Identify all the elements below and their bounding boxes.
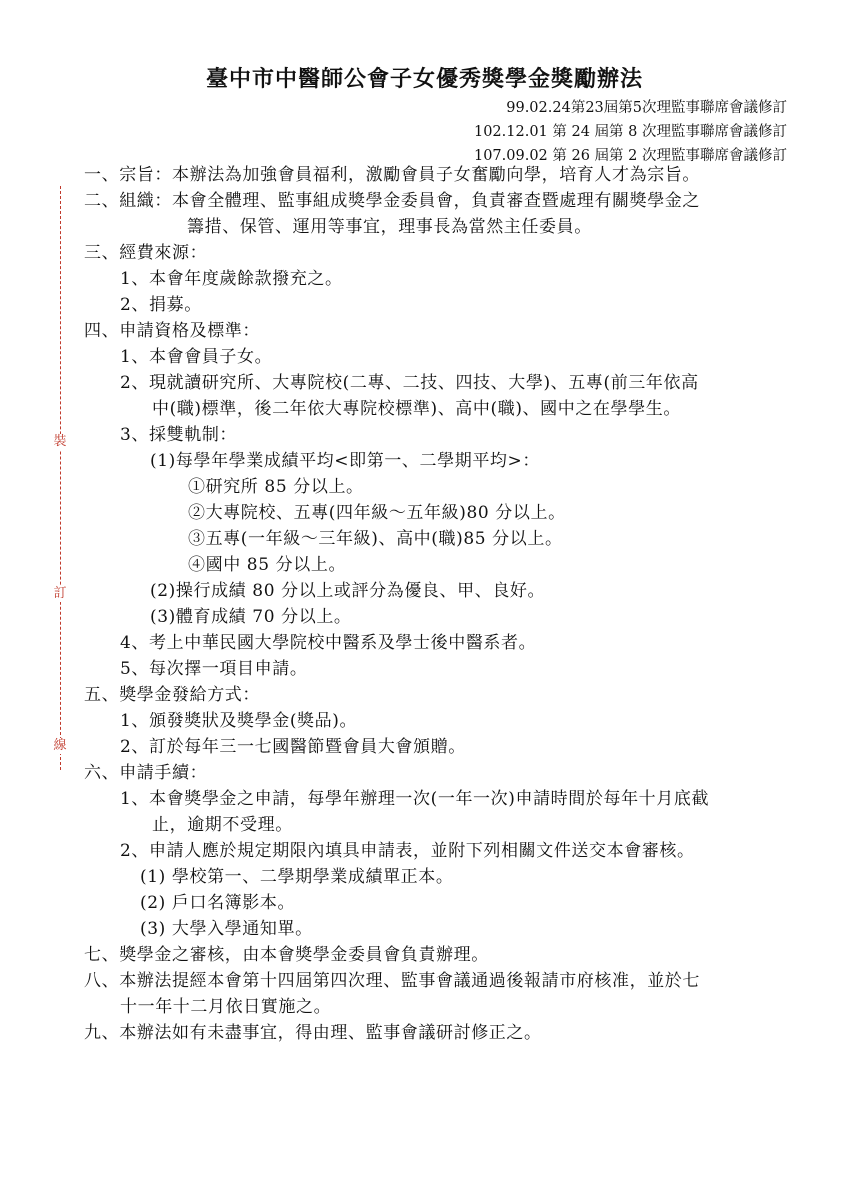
article-7: 七、獎學金之審核，由本會獎學金委員會負責辦理。: [84, 945, 489, 965]
sub-sub-item: ③五專(一年級～三年級)、高中(職)85 分以上。: [188, 529, 563, 549]
sub-item: (2) 戶口名簿影本。: [140, 893, 296, 913]
article-4: 四、申請資格及標準：: [84, 321, 260, 341]
list-item: 1、頒發獎狀及獎學金(獎品)。: [120, 711, 358, 731]
list-item: 2、申請人應於規定期限內填具申請表，並附下列相關文件送交本會審核。: [120, 841, 695, 861]
binding-line: [60, 186, 61, 770]
revision-note: 102.12.01 第 24 屆第 8 次理監事聯席會議修訂: [473, 124, 787, 140]
list-item-cont: 中(職)標準，後二年依大專院校標準)、高中(職)、國中之在學學生。: [152, 399, 681, 419]
list-item: 1、本會會員子女。: [120, 347, 273, 367]
list-item: 1、本會獎學金之申請，每學年辦理一次(一年一次)申請時間於每年十月底截: [120, 789, 710, 809]
binding-mark-ding: 訂: [53, 586, 67, 601]
sub-item: (3) 大學入學通知單。: [140, 919, 313, 939]
sub-sub-item: ①研究所 85 分以上。: [188, 477, 364, 497]
article-2-cont: 籌措、保管、運用等事宜，理事長為當然主任委員。: [187, 217, 592, 237]
article-5: 五、獎學金發給方式：: [84, 685, 260, 705]
list-item: 1、本會年度歲餘款撥充之。: [120, 269, 343, 289]
sub-sub-item: ②大專院校、五專(四年級～五年級)80 分以上。: [188, 503, 566, 523]
revision-note: 107.09.02 第 26 屆第 2 次理監事聯席會議修訂: [473, 148, 787, 164]
sub-item: (2)操行成績 80 分以上或評分為優良、甲、良好。: [150, 581, 546, 601]
article-2: 二、組織：本會全體理、監事組成獎學金委員會，負責審查暨處理有關獎學金之: [84, 191, 700, 211]
list-item: 3、採雙軌制：: [120, 425, 238, 445]
sub-item: (1)每學年學業成績平均<即第一、二學期平均>：: [150, 451, 540, 471]
article-8: 八、本辦法提經本會第十四屆第四次理、監事會議通過後報請市府核准，並於七: [84, 971, 700, 991]
sub-item: (1) 學校第一、二學期學業成績單正本。: [140, 867, 454, 887]
revision-note: 99.02.24第23屆第5次理監事聯席會議修訂: [506, 100, 787, 116]
article-9: 九、本辦法如有未盡事宜，得由理、監事會議研討修正之。: [84, 1023, 542, 1043]
list-item: 5、每次擇一項目申請。: [120, 659, 308, 679]
binding-mark-zhuang: 裝: [53, 434, 67, 449]
list-item: 2、現就讀研究所、大專院校(二專、二技、四技、大學)、五專(前三年依高: [120, 373, 699, 393]
document-title: 臺中市中醫師公會子女優秀獎學金獎勵辦法: [205, 66, 643, 92]
sub-item: (3)體育成績 70 分以上。: [150, 607, 352, 627]
list-item: 4、考上中華民國大學院校中醫系及學士後中醫系者。: [120, 633, 537, 653]
sub-sub-item: ④國中 85 分以上。: [188, 555, 347, 575]
binding-mark-xian: 線: [53, 738, 67, 753]
article-1: 一、宗旨：本辦法為加強會員福利，激勵會員子女奮勵向學，培育人才為宗旨。: [84, 165, 700, 185]
list-item: 2、捐募。: [120, 295, 202, 315]
article-6: 六、申請手續：: [84, 763, 208, 783]
list-item: 2、訂於每年三一七國醫節暨會員大會頒贈。: [120, 737, 466, 757]
article-3: 三、經費來源：: [84, 243, 208, 263]
article-8-cont: 十一年十二月依日實施之。: [120, 997, 332, 1017]
list-item-cont: 止，逾期不受理。: [152, 815, 293, 835]
